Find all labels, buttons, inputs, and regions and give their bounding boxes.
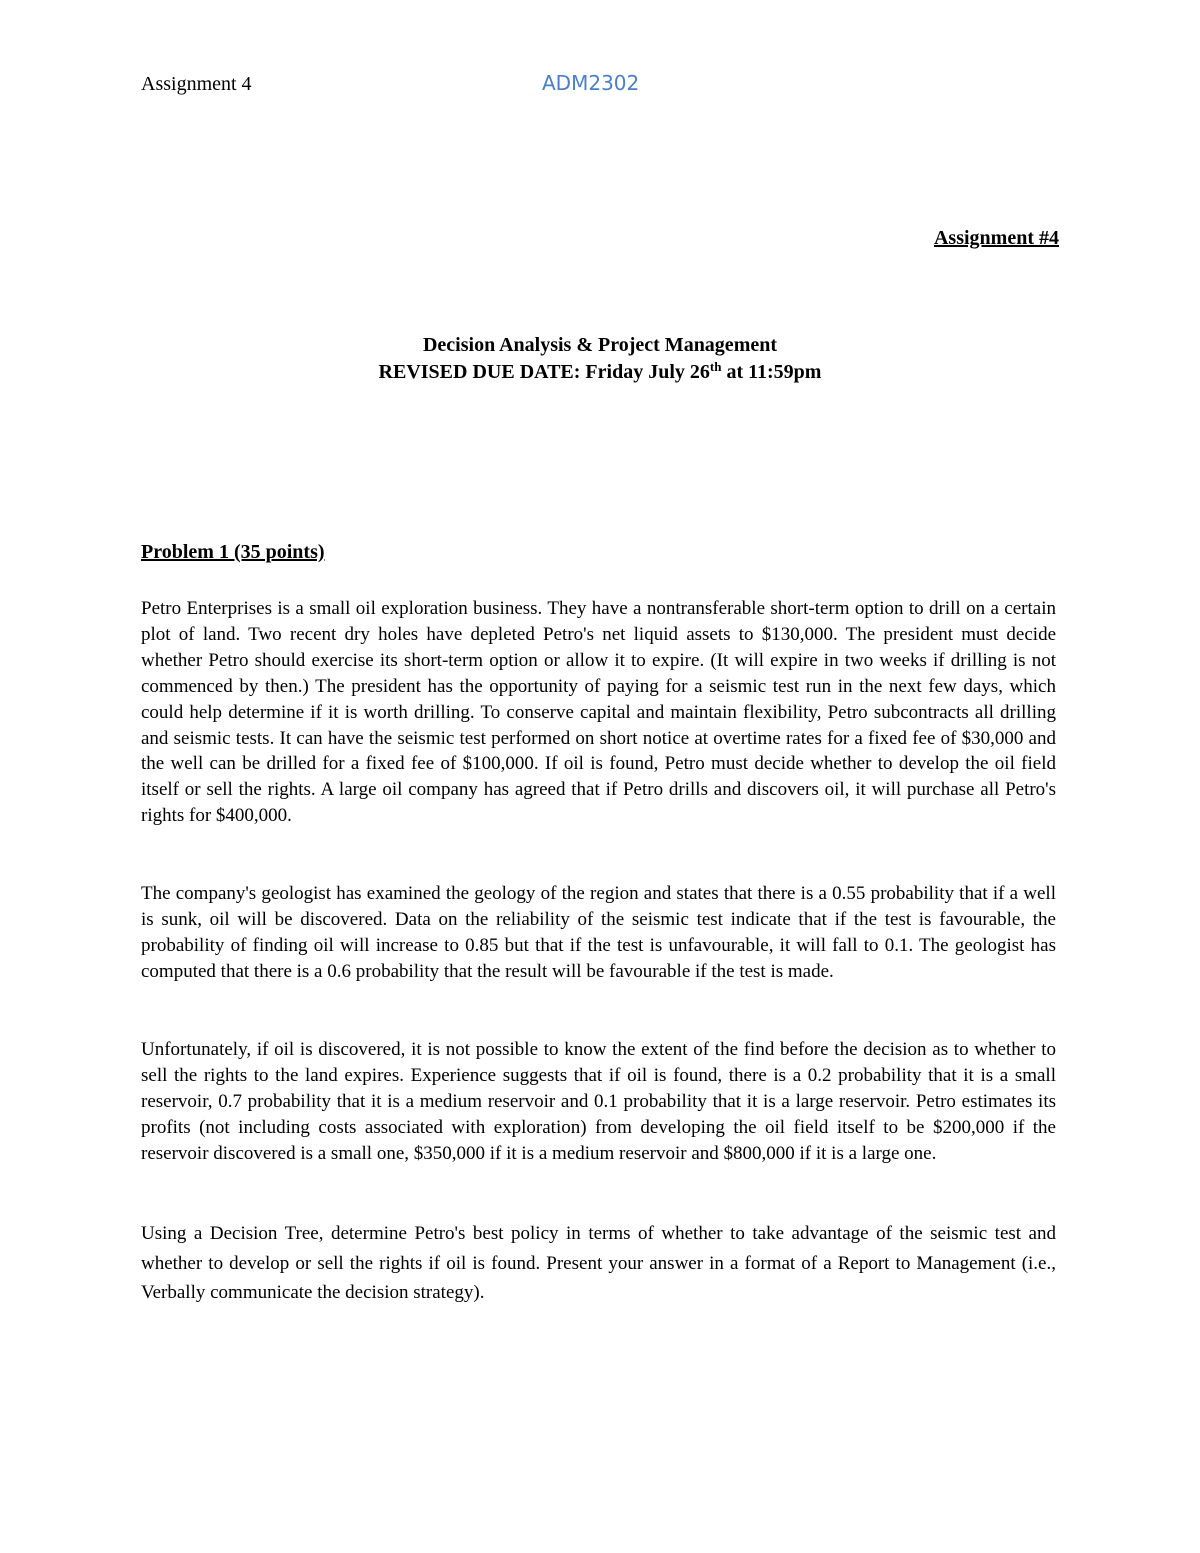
header-course-code: ADM2302	[542, 71, 640, 95]
due-date-superscript: th	[709, 359, 722, 374]
assignment-heading: Assignment #4	[933, 227, 1059, 249]
title-block	[141, 332, 1059, 386]
problem-heading: Problem 1 (35 points)	[141, 541, 325, 563]
header-assignment-label: Assignment 4	[141, 73, 252, 95]
document-title: Decision Analysis & Project Management	[422, 334, 778, 356]
problem-paragraph-4: Using a Decision Tree, determine Petro's best policy in terms of whether to take advantage of the seismic test and whether to develop or sell the rights if oil is found. Present your answer in a format of a Report to Management (i.e., Verbally communicate the decision strategy).	[141, 1223, 1056, 1303]
due-date-line	[141, 359, 1059, 386]
problem-paragraph-3: Unfortunately, if oil is discovered, it is not possible to know the extent of the find before the decision as to whether to sell the rights to the land expires. Experience suggests that if oil is found, there is a 0.2 probability that it is a small reservoir, 0.7 probability that it is a medium reservoir and 0.1 probability that it is a large reservoir. Petro estimates its profits (not including costs associated with exploration) from developing the oil field itself to be $200,000 if the reservoir discovered is a small one, $350,000 if it is a medium reservoir and $800,000 if it is a large one.	[141, 1039, 1056, 1164]
due-date-text: REVISED DUE DATE: Friday July 26	[378, 361, 710, 383]
problem-paragraph-2: The company's geologist has examined the geology of the region and states that there is a 0.55 probability that if a well is sunk, oil will be discovered. Data on the reliability of the seismic test indicate that if the test is favourable, the probability of finding oil will increase to 0.85 but that if the test is unfavourable, it will fall to 0.1. The geologist has computed that there is a 0.6 probability that the result will be favourable if the test is made.	[141, 883, 1056, 982]
problem-paragraph-1: Petro Enterprises is a small oil exploration business. They have a nontransferable short-term option to drill on a certain plot of land. Two recent dry holes have depleted Petro's net liquid assets to $130,000. The president must decide whether Petro should exercise its short-term option or allow it to expire. (It will expire in two weeks if drilling is not commenced by then.) The president has the opportunity of paying for a seismic test run in the next few days, which could help determine if it is worth drilling. To conserve capital and maintain flexibility, Petro subcontracts all drilling and seismic tests. It can have the seismic test performed on short notice at overtime rates for a fixed fee of $30,000 and the well can be drilled for a fixed fee of $100,000. If oil is found, Petro must decide whether to develop the oil field itself or sell the rights. A large oil company has agreed that if Petro drills and discovers oil, it will purchase all Petro's rights for $400,000.	[141, 598, 1056, 827]
due-date-time: at 11:59pm	[721, 361, 822, 383]
